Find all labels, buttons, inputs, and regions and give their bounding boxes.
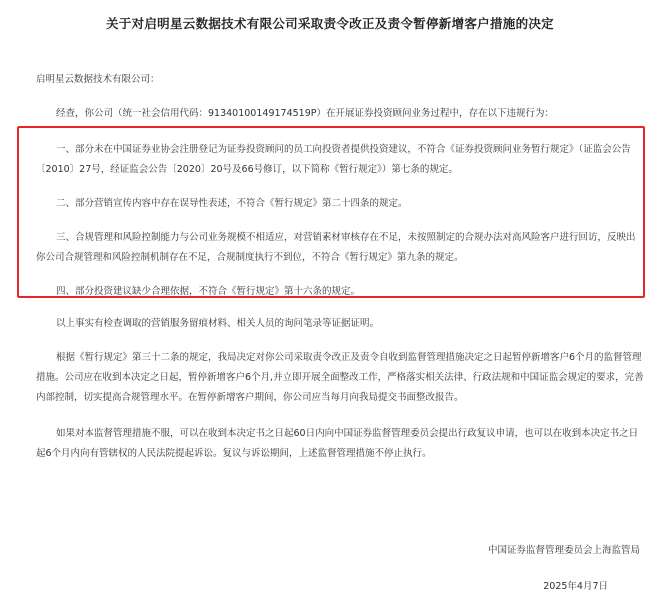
violation-item-2: 二、部分营销宣传内容中存在误导性表述，不符合《暂行规定》第二十四条的规定。 <box>56 198 408 209</box>
signature-issuer: 中国证券监督管理委员会上海监管局 <box>487 545 640 556</box>
violation-item-4: 四、部分投资建议缺少合理依据，不符合《暂行规定》第十六条的规定。 <box>56 286 361 297</box>
violation-item-3: 三、合规管理和风险控制能力与公司业务规模不相适应，对营销素材审核存在不足，未按照制定的合规办法对高风险客户进行回访，反映出你公司合规管理和风险控制机制存在不足，合规制度执行不到位，不符合《暂行规定》第九条的规定。 <box>36 232 636 263</box>
violation-item-1: 一、部分未在中国证券业协会注册登记为证券投资顾问的员工向投资者提供投资建议，不符合《证券投资顾问业务暂行规定》（证监会公告〔2010〕27号，经证监会公告〔2020〕20号及66号修订，以下简称《暂行规定》）第七条的规定。 <box>36 144 631 175</box>
appeal-paragraph: 如果对本监督管理措施不服，可以在收到本决定书之日起60日内向中国证券监督管理委员会提出行政复议申请，也可以在收到本决定书之日起6个月内向有管辖权的人民法院提起诉讼。复议与诉讼期间，上述监督管理措施不停止执行。 <box>36 428 639 459</box>
document-date: 2025年4月7日 <box>543 581 608 592</box>
salutation: 启明星云数据技术有限公司： <box>36 74 160 85</box>
document-title: 关于对启明星云数据技术有限公司采取责令改正及责令暂停新增客户措施的决定 <box>105 16 554 31</box>
intro-paragraph: 经查，你公司（统一社会信用代码：91340100149174519P）在开展证券投资顾问业务过程中，存在以下违规行为： <box>56 108 554 119</box>
evidence-paragraph: 以上事实有检查调取的营销服务留痕材料、相关人员的询问笔录等证据证明。 <box>56 318 380 329</box>
measure-paragraph: 根据《暂行规定》第三十二条的规定，我局决定对你公司采取责令改正及责令自收到监督管理措施决定之日起暂停新增客户6个月的监督管理措施。公司应在收到本决定之日起，暂停新增客户6个月,并立即开展全面整改工作，严格落实相关法律、行政法规和中国证监会规定的要求，完善内部控制，切实提高合规管理水平。在暂停新增客户期间，你公司应当每月向我局提交书面整改报告。 <box>36 352 644 403</box>
